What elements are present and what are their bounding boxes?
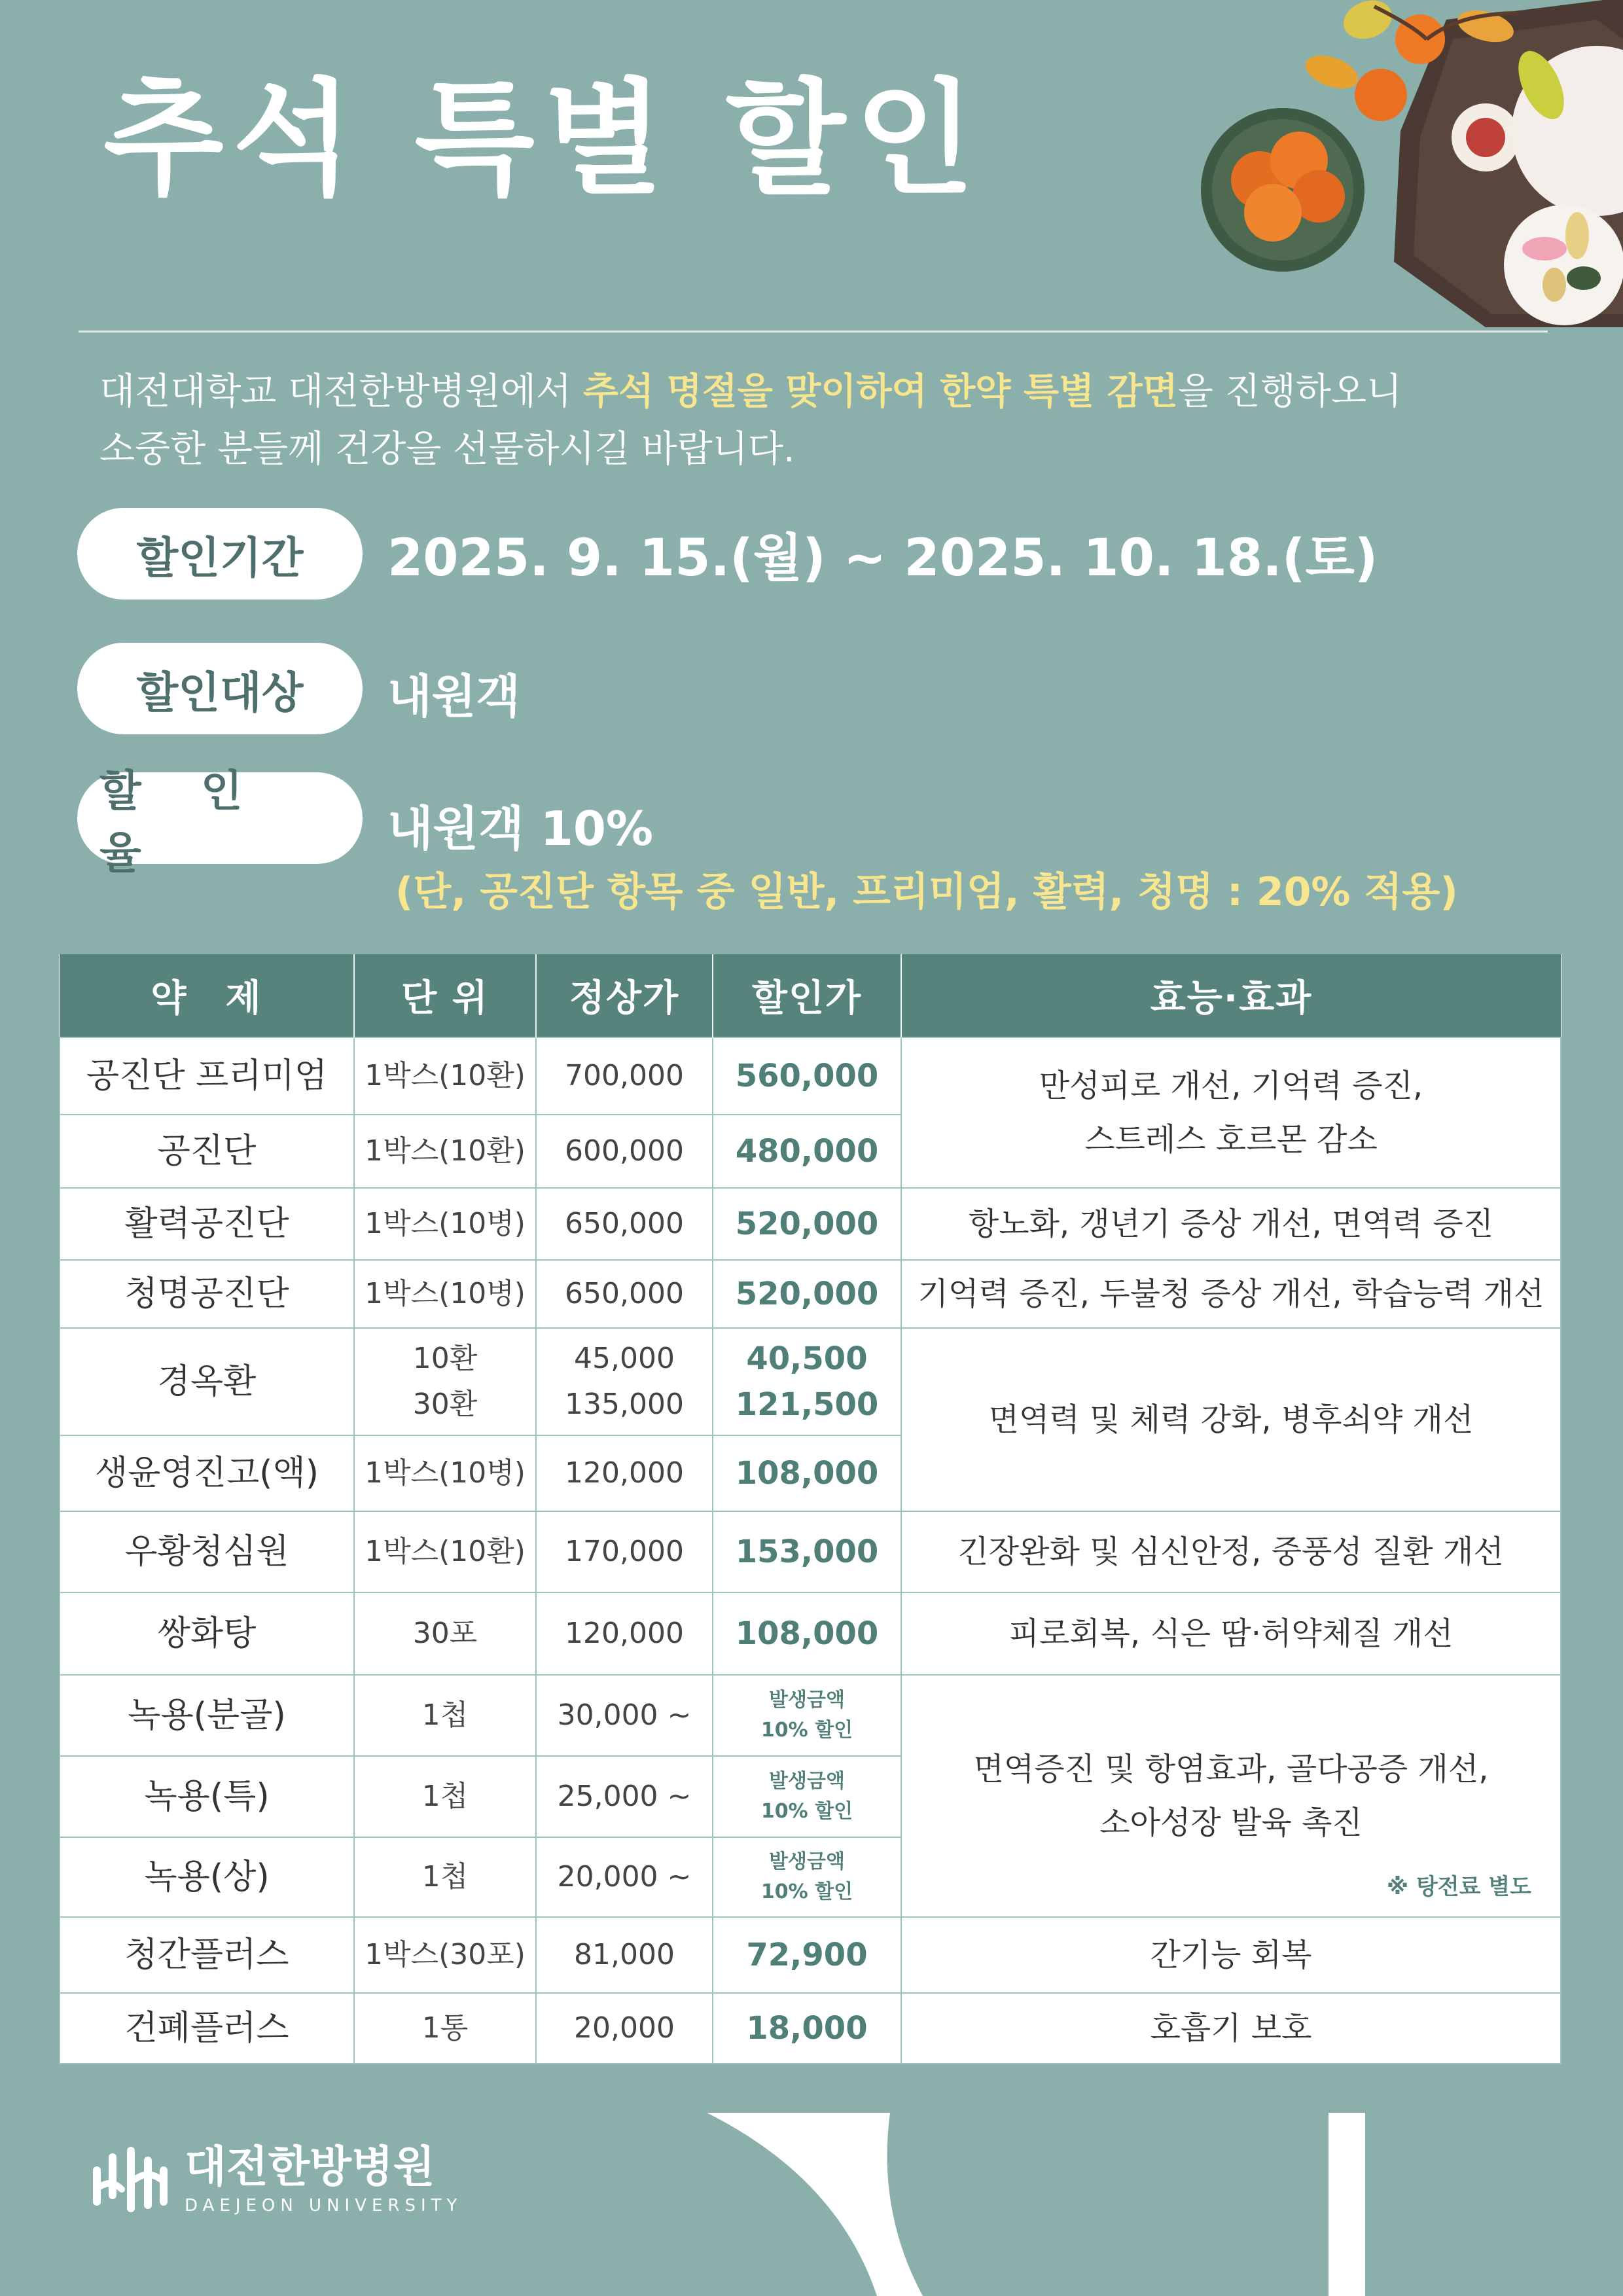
table-row (60, 1675, 1561, 1756)
intro-line2: 소중한 분들께 건강을 선물하시길 바랍니다. (99, 428, 795, 471)
regular-price-cell: 30,000 ~ (536, 1675, 713, 1756)
effect-cell: 긴장완화 및 심신안정, 중풍성 질환 개선 (901, 1511, 1561, 1592)
regular-price-cell: 650,000 (536, 1260, 713, 1328)
sale-note: 10% 할인 (760, 1800, 853, 1823)
sale-price-cell: 108,000 (713, 1435, 901, 1511)
medicine-name: 건폐플러스 (60, 1993, 354, 2064)
regular-price-cell: 600,000 (536, 1115, 713, 1188)
sale-price-cell: 560,000 (713, 1037, 901, 1115)
table-row (60, 1188, 1561, 1260)
effect-cell: 피로회복, 식은 땀·허약체질 개선 (901, 1592, 1561, 1675)
sale-price-cell: 153,000 (713, 1511, 901, 1592)
medicine-name: 생윤영진고(액) (60, 1435, 354, 1511)
unit-cell (354, 1328, 536, 1435)
unit-cell: 1박스(10병) (354, 1188, 536, 1260)
regular-price-cell: 25,000 ~ (536, 1756, 713, 1837)
unit-cell: 1첩 (354, 1675, 536, 1756)
sale-price-cell: 18,000 (713, 1993, 901, 2064)
chuseok-illustration (1178, 0, 1623, 334)
unit-cell: 1박스(10병) (354, 1260, 536, 1328)
regular-price-cell: 700,000 (536, 1037, 713, 1115)
intro-line1-suffix: 을 진행하오니 (1177, 370, 1402, 413)
effect-cell: 면역력 및 체력 강화, 병후쇠약 개선 (901, 1328, 1561, 1511)
sale-note: 발생금액 (769, 1770, 845, 1793)
table-row (60, 1993, 1561, 2064)
effect-cell-gongjindan (901, 1037, 1561, 1188)
effect-cell: 간기능 회복 (901, 1917, 1561, 1993)
effect-cell: 항노화, 갱년기 증상 개선, 면역력 증진 (901, 1188, 1561, 1260)
table-row (60, 1917, 1561, 1993)
intro-highlight: 추석 명절을 맞이하여 한약 특별 감면 (582, 370, 1178, 413)
decoction-fee-note: ※ 탕전료 별도 (1387, 1874, 1531, 1900)
medicine-name: 우황청심원 (60, 1511, 354, 1592)
effect-cell-nokyong (901, 1675, 1561, 1917)
sale-price-cell (713, 1756, 901, 1837)
regular-price-cell: 170,000 (536, 1511, 713, 1592)
unit-cell: 1박스(30포) (354, 1917, 536, 1993)
sale-value: 40,500 (746, 1340, 868, 1377)
sale-price-cell: 520,000 (713, 1260, 901, 1328)
unit-value: 30환 (412, 1388, 478, 1421)
effect-text: 소아성장 발육 촉진 (1099, 1804, 1363, 1841)
decorative-curve-shapes (707, 2113, 1440, 2296)
header-effect: 효능·효과 (901, 954, 1561, 1037)
unit-cell: 30포 (354, 1592, 536, 1675)
unit-cell: 1통 (354, 1993, 536, 2064)
header-medicine: 약 제 (60, 954, 354, 1037)
medicine-name: 경옥환 (60, 1328, 354, 1435)
table-row (60, 1592, 1561, 1675)
table-header-row (60, 954, 1561, 1037)
unit-cell: 1박스(10환) (354, 1115, 536, 1188)
intro-text (99, 363, 1572, 478)
effect-text: 스트레스 호르몬 감소 (1084, 1121, 1378, 1158)
sale-note: 발생금액 (769, 1850, 845, 1873)
target-value: 내원객 (387, 670, 520, 723)
sale-value: 121,500 (735, 1386, 879, 1423)
table-row (60, 1037, 1561, 1115)
sale-price-cell (713, 1675, 901, 1756)
price-table (59, 954, 1560, 2064)
table-row (60, 1328, 1561, 1435)
hospital-logo (89, 2140, 462, 2219)
medicine-name: 청명공진단 (60, 1260, 354, 1328)
unit-cell: 1첩 (354, 1837, 536, 1917)
unit-cell: 1박스(10환) (354, 1037, 536, 1115)
effect-cell: 기억력 증진, 두불청 증상 개선, 학습능력 개선 (901, 1260, 1561, 1328)
medicine-name: 공진단 프리미엄 (60, 1037, 354, 1115)
sale-note: 발생금액 (769, 1689, 845, 1712)
medicine-name: 청간플러스 (60, 1917, 354, 1993)
price-value: 135,000 (565, 1388, 684, 1421)
sale-price-cell: 108,000 (713, 1592, 901, 1675)
effect-cell: 호흡기 보호 (901, 1993, 1561, 2064)
unit-cell: 1첩 (354, 1756, 536, 1837)
unit-cell: 1박스(10병) (354, 1435, 536, 1511)
page-title: 추석 특별 할인 (103, 67, 984, 211)
hospital-english-name: DAEJEON UNIVERSITY (185, 2196, 463, 2216)
period-value: 2025. 9. 15.(월) ~ 2025. 10. 18.(토) (387, 529, 1378, 588)
regular-price-cell: 650,000 (536, 1188, 713, 1260)
intro-line1-prefix: 대전대학교 대전한방병원에서 (99, 370, 583, 413)
medicine-name: 녹용(특) (60, 1756, 354, 1837)
header-unit: 단 위 (354, 954, 536, 1037)
rate-value: 내원객 10% (387, 801, 654, 856)
sale-price-cell: 72,900 (713, 1917, 901, 1993)
header-regular-price: 정상가 (536, 954, 713, 1037)
medicine-name: 쌍화탕 (60, 1592, 354, 1675)
regular-price-cell (536, 1328, 713, 1435)
sale-price-cell (713, 1328, 901, 1435)
regular-price-cell: 20,000 ~ (536, 1837, 713, 1917)
regular-price-cell: 120,000 (536, 1592, 713, 1675)
medicine-name: 녹용(상) (60, 1837, 354, 1917)
title-divider (79, 331, 1548, 332)
medicine-name: 녹용(분골) (60, 1675, 354, 1756)
table-row (60, 1260, 1561, 1328)
hospital-logo-icon (89, 2140, 174, 2219)
sale-note: 10% 할인 (760, 1719, 853, 1742)
medicine-name: 공진단 (60, 1115, 354, 1188)
sale-price-cell: 520,000 (713, 1188, 901, 1260)
regular-price-cell: 20,000 (536, 1993, 713, 2064)
period-label-pill: 할인기간 (77, 508, 363, 600)
unit-cell: 1박스(10환) (354, 1511, 536, 1592)
rate-label-pill: 할 인 율 (77, 772, 363, 864)
sale-price-cell (713, 1837, 901, 1917)
target-label-pill: 할인대상 (77, 643, 363, 734)
sale-price-cell: 480,000 (713, 1115, 901, 1188)
regular-price-cell: 120,000 (536, 1435, 713, 1511)
header-sale-price: 할인가 (713, 954, 901, 1037)
sale-note: 10% 할인 (760, 1880, 853, 1903)
unit-value: 10환 (412, 1342, 478, 1375)
effect-text: 면역증진 및 항염효과, 골다공증 개선, (973, 1751, 1489, 1787)
table-row (60, 1511, 1561, 1592)
hospital-name: 대전한방병원 (185, 2141, 435, 2192)
rate-note: (단, 공진단 항목 중 일반, 프리미엄, 활력, 청명 : 20% 적용) (395, 869, 1458, 915)
effect-text: 만성피로 개선, 기억력 증진, (1039, 1067, 1423, 1104)
price-value: 45,000 (574, 1342, 675, 1375)
regular-price-cell: 81,000 (536, 1917, 713, 1993)
medicine-name: 활력공진단 (60, 1188, 354, 1260)
